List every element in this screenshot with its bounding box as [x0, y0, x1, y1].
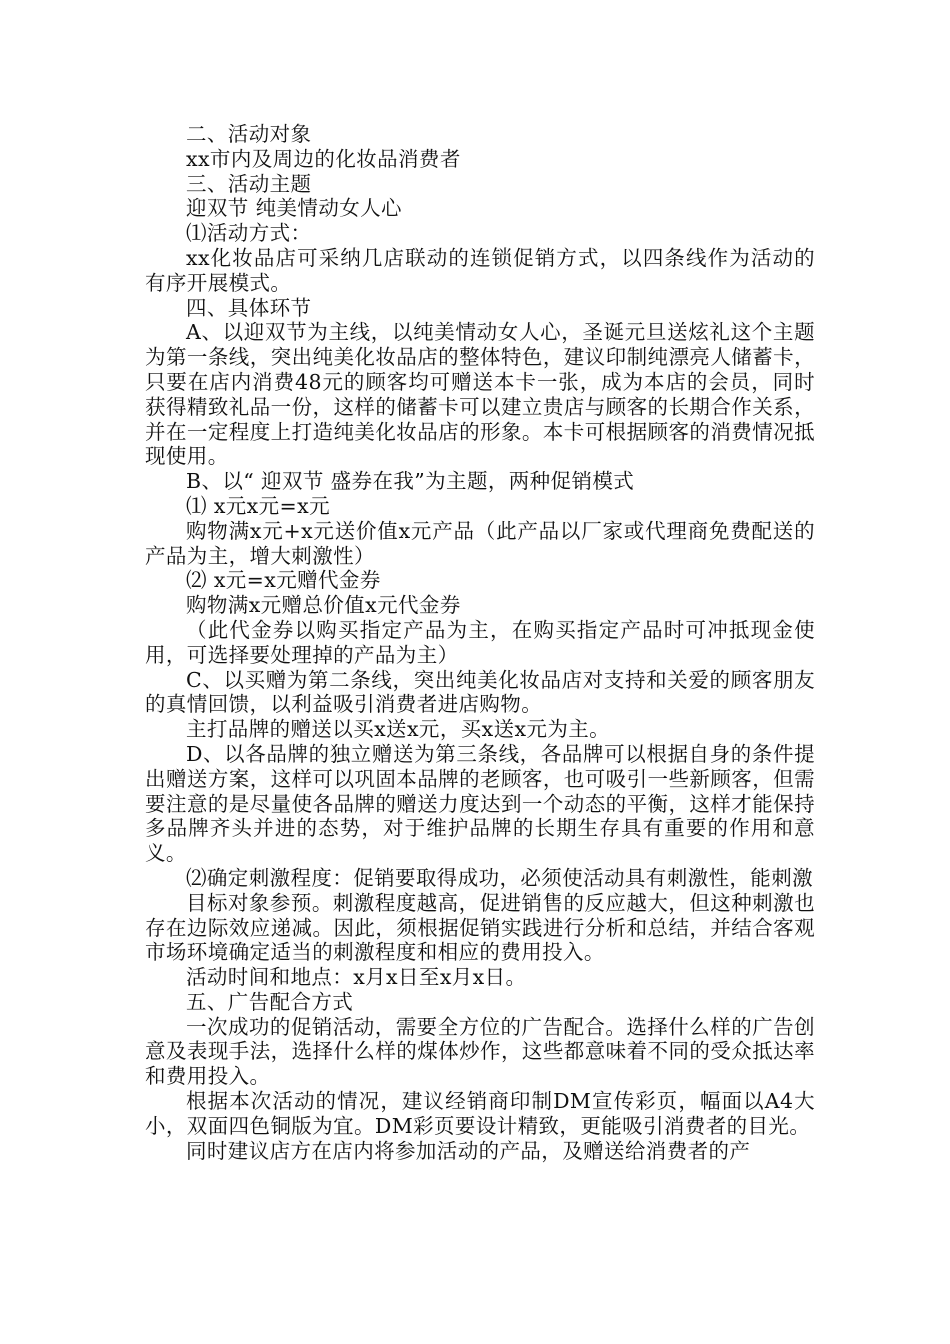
subheading-activity-method: ⑴活动方式：	[186, 221, 312, 246]
paragraph-stimulus-level: ⑵确定刺激程度：促销要取得成功，必须使活动具有刺激性，能刺激	[186, 865, 813, 890]
heading-activity-target: 二、活动对象	[186, 122, 312, 146]
paragraph-step-b: B、以“ 迎双节 盛券在我”为主题，两种促销模式	[186, 469, 635, 494]
paragraph-step-d: D、以各品牌的独立赠送为第三条线，各品牌可以根据自身的条件提出赠送方案，这样可以巩固本品牌的老顾客，也可吸引一些新顾客，但需要注意的是尽量使各品牌的赠送力度达到一个动态的平衡，这样才能保持多品牌齐头并进的态势，对于维护品牌的长期生存具有重要的作用和意义。	[145, 741, 815, 866]
heading-specific-steps: 四、具体环节	[186, 295, 312, 320]
paragraph-mode-1: ⑴ x元x元=x元	[186, 493, 330, 518]
paragraph-time-place: 活动时间和地点：x月x日至x月x日。	[186, 965, 527, 990]
paragraph-in-store: 同时建议店方在店内将参加活动的产品，及赠送给消费者的产	[186, 1138, 751, 1163]
heading-advertising: 五、广告配合方式	[186, 989, 354, 1014]
paragraph-theme-slogan: 迎双节 纯美情动女人心	[186, 196, 402, 221]
paragraph-stimulus-detail: 目标对象参预。刺激程度越高，促进销售的反应越大，但这种刺激也存在边际效应递减。因此，须根据促销实践进行分析和总结，并结合客观市场环境确定适当的刺激程度和相应的费用投入。	[145, 890, 815, 965]
paragraph-main-brand: 主打品牌的赠送以买x送x元，买x送x元为主。	[186, 717, 611, 742]
paragraph-step-c: C、以买赠为第二条线，突出纯美化妆品店对支持和关爱的顾客朋友的真情回馈，以利益吸引消费者进店购物。	[145, 667, 815, 717]
paragraph-voucher-note: （此代金券以购买指定产品为主，在购买指定产品时可冲抵现金使用，可选择要处理掉的产品为主）	[145, 617, 815, 667]
document-body	[145, 122, 815, 1163]
paragraph-advertising-intro: 一次成功的促销活动，需要全方位的广告配合。选择什么样的广告创意及表现手法，选择什么样的煤体炒作，这些都意味着不同的受众抵达率和费用投入。	[145, 1014, 815, 1089]
paragraph-step-a: A、以迎双节为主线，以纯美情动女人心，圣诞元旦送炫礼这个主题为第一条线，突出纯美化妆品店的整体特色，建议印制纯漂亮人储蓄卡，只要在店内消费48元的顾客均可赠送本卡一张，成为本店的会员，同时获得精致礼品一份，这样的储蓄卡可以建立贵店与顾客的长期合作关系，并在一定程度上打造纯美化妆品店的形象。本卡可根据顾客的消费情况抵现使用。	[145, 320, 815, 469]
heading-activity-theme: 三、活动主题	[186, 171, 312, 196]
paragraph-mode-2-detail: 购物满x元赠总价值x元代金券	[186, 593, 461, 618]
paragraph-mode-1-detail: 购物满x元+x元送价值x元产品（此产品以厂家或代理商免费配送的产品为主，增大刺激性）	[145, 518, 815, 568]
paragraph-method: xx化妆品店可采纳几店联动的连锁促销方式，以四条线作为活动的有序开展模式。	[145, 245, 815, 295]
paragraph-target-audience: xx市内及周边的化妆品消费者	[186, 146, 461, 171]
paragraph-mode-2: ⑵ x元=x元赠代金券	[186, 568, 381, 593]
paragraph-dm-flyer: 根据本次活动的情况，建议经销商印制DM宣传彩页，幅面以A4大小，双面四色铜版为宜。DM彩页要设计精致，更能吸引消费者的目光。	[145, 1089, 815, 1138]
